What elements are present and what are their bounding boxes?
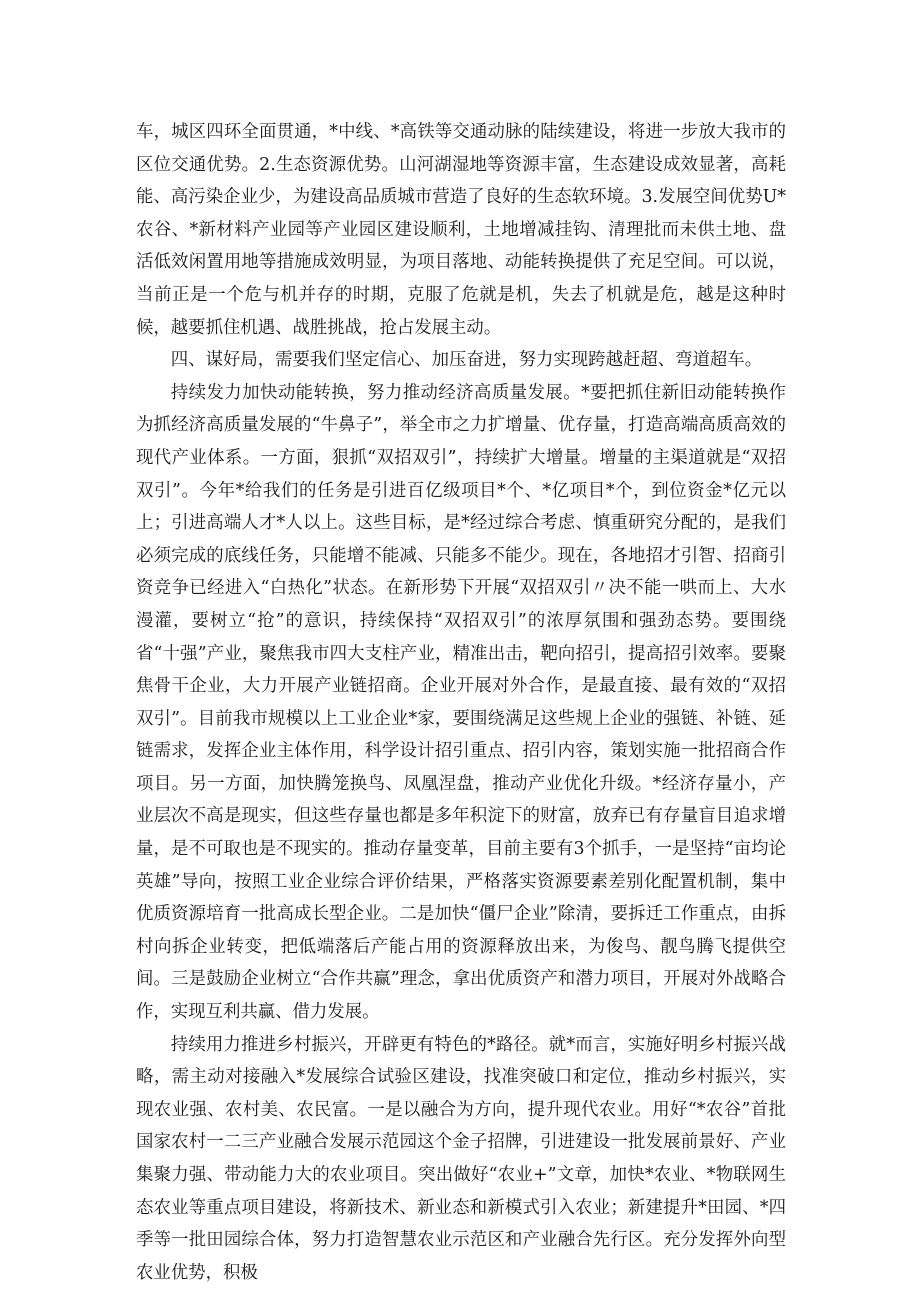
paragraph-1: 车，城区四环全面贯通，*中线、*高铁等交通动脉的陆续建设，将进一步放大我市的区位交通优势。2.生态资源优势。山河湖湿地等资源丰富，生态建设成效显著，高耗能、高污染企业少，为建设高品质城市营造了良好的生态软环境。3.发展空间优势U*农谷、*新材料产业园等产业园区建设顺利，土地增减挂钩、清理批而未供土地、盘活低效闲置用地等措施成效明显，为项目落地、动能转换提供了充足空间。可以说，当前正是一个危与机并存的时期，克服了危就是机，失去了机就是危，越是这种时候，越要抓住机遇、战胜挑战，抢占发展主动。 xyxy=(136,122,786,338)
document-page xyxy=(136,116,786,1289)
paragraph-3: 持续发力加快动能转换，努力推动经济高质量发展。*要把抓住新旧动能转换作为抓经济高质量发展的“牛鼻子”，举全市之力扩增量、优存量，打造高端高质高效的现代产业体系。一方面，狠抓“双招双引”，持续扩大增量。增量的主渠道就是“双招双引”。今年*给我们的任务是引进百亿级项目*个、*亿项目*个，到位资金*亿元以上；引进高端人才*人以上。这些目标，是*经过综合考虑、慎重研究分配的，是我们必须完成的底线任务，只能增不能减、只能多不能少。现在，各地招才引智、招商引资竞争已经进入“白热化”状态。在新形势下开展“双招双引〃决不能一哄而上、大水漫灌，要树立“抢”的意识，持续保持“双招双引”的浓厚氛围和强劲态势。要围绕省“十强”产业，聚焦我市四大支柱产业，精准出击，靶向招引，提高招引效率。要聚焦骨干企业，大力开展产业链招商。企业开展对外合作，是最直接、最有效的“双招双引”。目前我市规模以上工业企业*家，要围绕满足这些规上企业的强链、补链、延链需求，发挥企业主体作用，科学设计招引重点、招引内容，策划实施一批招商合作项目。另一方面，加快腾笼换鸟、凤凰涅盘，推动产业优化升级。*经济存量小，产业层次不高是现实，但这些存量也都是多年积淀下的财富，放弃已有存量盲目追求增量，是不可取也是不现实的。推动存量变革，目前主要有3个抓手，一是坚持“亩均论英雄”导向，按照工业企业综合评价结果，严格落实资源要素差别化配置机制，集中优质资源培育一批高成长型企业。二是加快“僵尸企业”除清，要拆迁工作重点，由拆村向拆企业转变，把低端落后产能占用的资源释放出来，为俊鸟、靓鸟腾飞提供空间。三是鼓励企业树立“合作共赢”理念，拿出优质资产和潜力项目，开展对外战略合作，实现互利共赢、借力发展。 xyxy=(136,382,786,1023)
paragraph-2-heading: 四、谋好局，需要我们坚定信心、加压奋进，努力实现跨越赶超、弯道超车。 xyxy=(170,350,763,371)
paragraph-4: 持续用力推进乡村振兴，开辟更有特色的*路径。就*而言，实施好明乡村振兴战略，需主动对接融入*发展综合试验区建设，找准突破口和定位，推动乡村振兴，实现农业强、农村美、农民富。一是以融合为方向，提升现代农业。用好“*农谷”首批国家农村一二三产业融合发展示范园这个金子招牌，引进建设一批发展前景好、产业集聚力强、带动能力大的农业项目。突出做好“农业+”文章，加快*农业、*物联网生态农业等重点项目建设，将新技术、新业态和新模式引入农业；新建提升*田园、*四季等一批田园综合体，努力打造智慧农业示范区和产业融合先行区。充分发挥外向型农业优势，积极 xyxy=(136,1034,786,1283)
